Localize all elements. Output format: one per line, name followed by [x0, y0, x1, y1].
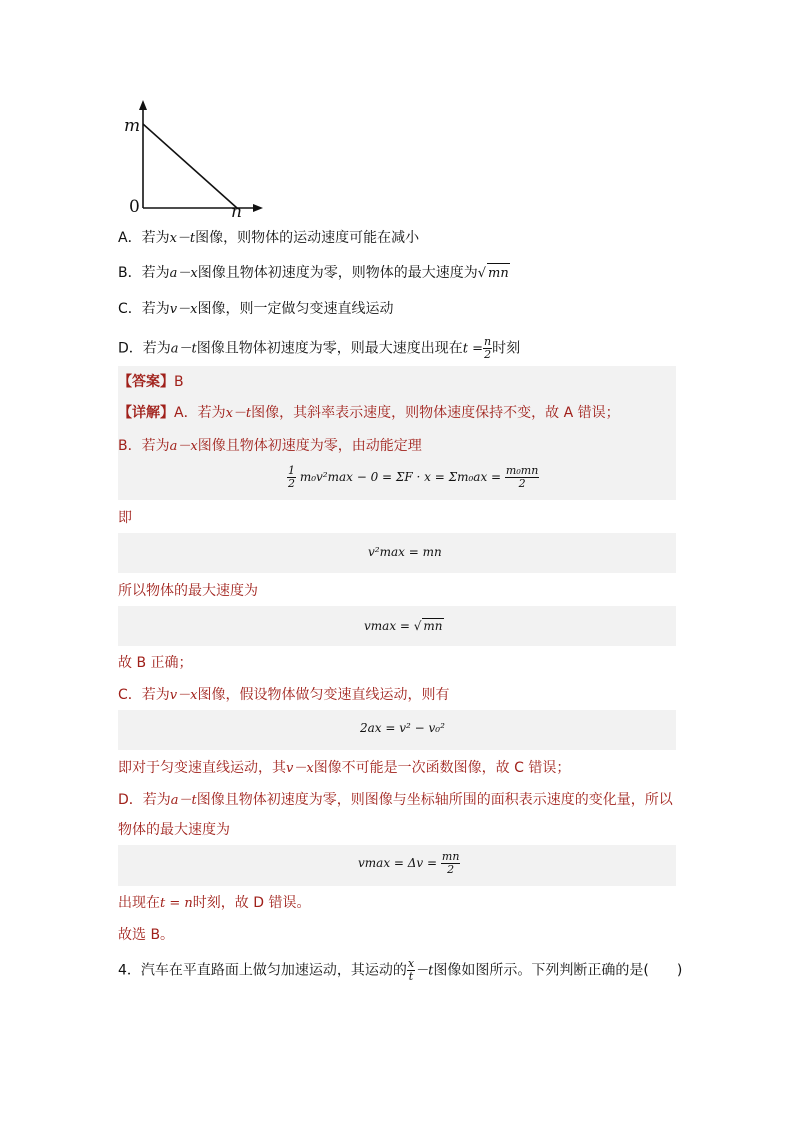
- detail-c-line: C．若为v－x图像，假设物体做匀变速直线运动，则有: [118, 687, 450, 703]
- answer-line: 【答案】B: [118, 374, 184, 390]
- option-d-fraction: $\frac{n}{2}$: [484, 335, 492, 361]
- equation-1: $\frac{1}{2}$ m₀v²max − 0 = ΣF · x = Σm₀ax = $\frac{\text{m₀mn}}{2}$: [288, 464, 539, 490]
- detail-c-conclusion: 即对于匀变速直线运动，其v－x图像不可能是一次函数图像，故 C 错误；: [118, 760, 571, 776]
- detail-a-line: 【详解】A．若为x－t图像，其斜率表示速度，则物体速度保持不变，故 A 错误；: [118, 405, 620, 421]
- graph-origin-label: 0: [129, 197, 140, 217]
- graph-x-label: n: [231, 202, 242, 222]
- question-4: 4．汽车在平直路面上做匀加速运动，其运动的 $\frac{x}{t}$ －t图像如图所示。下列判断正确的是( ): [118, 957, 683, 983]
- ji-line: 即: [118, 510, 132, 526]
- option-a[interactable]: A．若为x－t图像，则物体的运动速度可能在减小: [118, 230, 420, 246]
- detail-b-line: B．若为a－x图像且物体初速度为零，由动能定理: [118, 438, 422, 454]
- equation-3: vmax = √ mn: [364, 619, 443, 633]
- final-answer-line: 故选 B。: [118, 927, 175, 943]
- equation-2: v²max = mn: [368, 545, 442, 559]
- graph-y-label: m: [124, 116, 141, 136]
- option-d[interactable]: D．若为a－t图像且物体初速度为零，则最大速度出现在t = $\frac{n}{2}$ 时刻: [118, 335, 521, 361]
- detail-d-conclusion: 出现在t = n时刻，故 D 错误。: [118, 895, 311, 911]
- equation-5: vmax = Δv = $\frac{mn}{2}$: [358, 850, 460, 876]
- b-correct-line: 故 B 正确；: [118, 655, 193, 671]
- question-4-fraction: $\frac{x}{t}$: [407, 957, 415, 983]
- option-c[interactable]: C．若为v－x图像，则一定做匀变速直线运动: [118, 301, 394, 317]
- suoyi-line: 所以物体的最大速度为: [118, 583, 258, 599]
- detail-d-line2: 物体的最大速度为: [118, 822, 230, 838]
- equation-4: 2ax = v² − v₀²: [360, 721, 445, 735]
- detail-d-line: D．若为a－t图像且物体初速度为零，则图像与坐标轴所围的面积表示速度的变化量，所以: [118, 792, 673, 808]
- option-b[interactable]: B．若为a－x图像且物体初速度为零，则物体的最大速度为√ mn: [118, 263, 510, 284]
